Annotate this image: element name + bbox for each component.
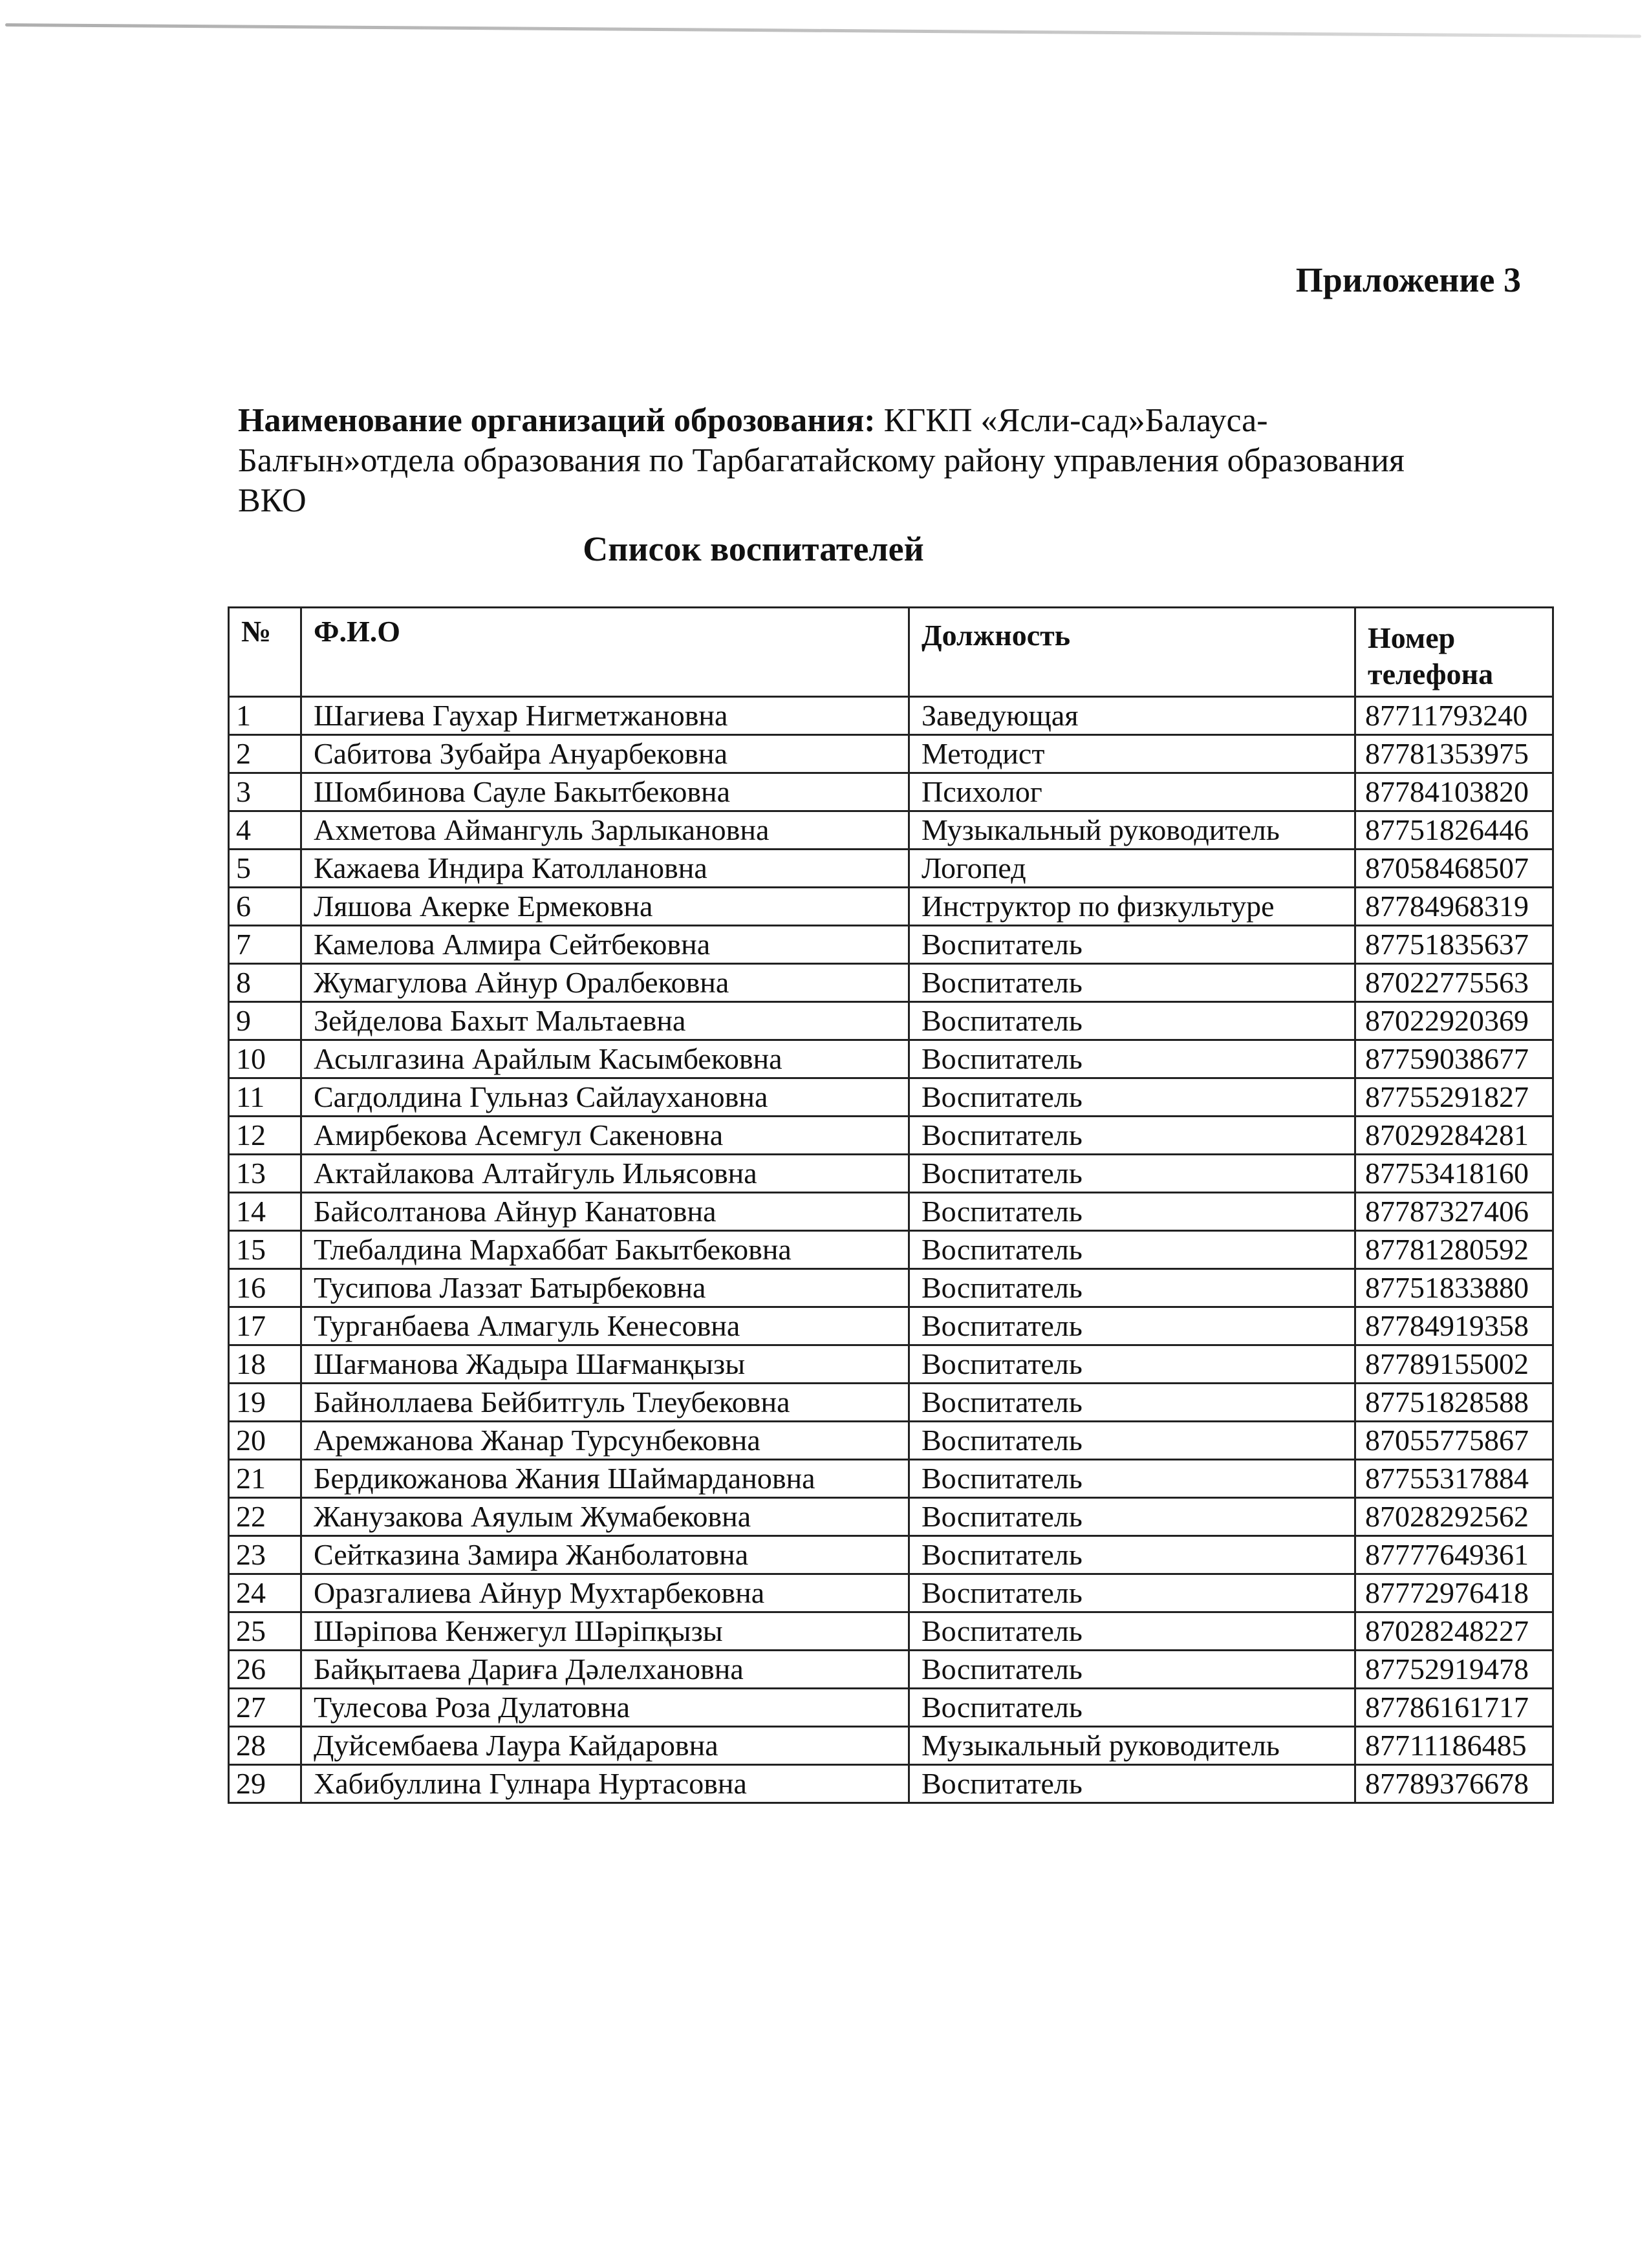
row-phone: 87751828588 — [1355, 1384, 1553, 1422]
header-phone-line1: Номер — [1368, 621, 1456, 654]
row-position: Воспитатель — [909, 1765, 1355, 1803]
row-phone: 87787327406 — [1355, 1193, 1553, 1231]
table-row — [229, 1612, 1553, 1651]
row-number: 10 — [229, 1040, 301, 1078]
row-phone: 87022775563 — [1355, 964, 1553, 1002]
row-phone: 87055775867 — [1355, 1422, 1553, 1460]
row-phone: 87058468507 — [1355, 850, 1553, 888]
row-phone: 87711186485 — [1355, 1727, 1553, 1765]
row-name: Байқытаева Дариға Дәлелхановна — [301, 1651, 909, 1689]
scan-artifact-line — [5, 23, 1641, 38]
row-position: Воспитатель — [909, 1345, 1355, 1384]
row-name: Шомбинова Сауле Бакытбековна — [301, 773, 909, 811]
table-row — [229, 1002, 1553, 1040]
row-position: Воспитатель — [909, 1269, 1355, 1307]
row-name: Ляшова Акерке Ермековна — [301, 888, 909, 926]
row-position: Воспитатель — [909, 1307, 1355, 1345]
header-phone-line2: телефона — [1368, 658, 1494, 690]
row-position: Музыкальный руководитель — [909, 811, 1355, 850]
row-number: 15 — [229, 1231, 301, 1269]
row-phone: 87751826446 — [1355, 811, 1553, 850]
table-row — [229, 1193, 1553, 1231]
table-row — [229, 1765, 1553, 1803]
row-name: Амирбекова Асемгул Сакеновна — [301, 1117, 909, 1155]
table-row — [229, 811, 1553, 850]
table-row — [229, 1651, 1553, 1689]
row-number: 13 — [229, 1155, 301, 1193]
row-number: 5 — [229, 850, 301, 888]
organization-text: КГКП «Ясли-сад»Балауса-Балғын»отдела образования по Тарбагатайскому району управления образования ВКО — [238, 402, 1405, 519]
table-row — [229, 1307, 1553, 1345]
table-row — [229, 1040, 1553, 1078]
row-number: 12 — [229, 1117, 301, 1155]
row-position: Воспитатель — [909, 1498, 1355, 1536]
row-position: Воспитатель — [909, 1193, 1355, 1231]
row-position: Воспитатель — [909, 1040, 1355, 1078]
row-name: Турганбаева Алмагуль Кенесовна — [301, 1307, 909, 1345]
organization-label: Наименование организаций оброзования: — [238, 402, 876, 439]
row-phone: 87789376678 — [1355, 1765, 1553, 1803]
row-name: Хабибуллина Гулнара Нуртасовна — [301, 1765, 909, 1803]
row-phone: 87759038677 — [1355, 1040, 1553, 1078]
row-phone: 87772976418 — [1355, 1574, 1553, 1612]
row-name: Кажаева Индира Католлановна — [301, 850, 909, 888]
row-name: Сейтказина Замира Жанболатовна — [301, 1536, 909, 1574]
row-name: Тусипова Лаззат Батырбековна — [301, 1269, 909, 1307]
row-name: Бердикожанова Жания Шаймардановна — [301, 1460, 909, 1498]
row-number: 1 — [229, 697, 301, 735]
row-number: 29 — [229, 1765, 301, 1803]
row-number: 22 — [229, 1498, 301, 1536]
row-position: Воспитатель — [909, 1155, 1355, 1193]
row-number: 27 — [229, 1689, 301, 1727]
row-name: Жанузакова Аяулым Жумабековна — [301, 1498, 909, 1536]
table-row — [229, 1422, 1553, 1460]
table-row — [229, 1689, 1553, 1727]
row-number: 8 — [229, 964, 301, 1002]
row-position: Воспитатель — [909, 1651, 1355, 1689]
row-number: 17 — [229, 1307, 301, 1345]
row-position: Логопед — [909, 850, 1355, 888]
row-phone: 87789155002 — [1355, 1345, 1553, 1384]
row-name: Камелова Алмира Сейтбековна — [301, 926, 909, 964]
row-number: 19 — [229, 1384, 301, 1422]
row-position: Воспитатель — [909, 1384, 1355, 1422]
table-row — [229, 773, 1553, 811]
row-position: Воспитатель — [909, 1689, 1355, 1727]
table-row — [229, 735, 1553, 773]
row-position: Воспитатель — [909, 1002, 1355, 1040]
header-name: Ф.И.О — [301, 608, 909, 697]
row-position: Методист — [909, 735, 1355, 773]
row-name: Тулесова Роза Дулатовна — [301, 1689, 909, 1727]
row-number: 3 — [229, 773, 301, 811]
row-position: Музыкальный руководитель — [909, 1727, 1355, 1765]
row-position: Воспитатель — [909, 1078, 1355, 1117]
row-phone: 87755291827 — [1355, 1078, 1553, 1117]
row-phone: 87711793240 — [1355, 697, 1553, 735]
row-phone: 87752919478 — [1355, 1651, 1553, 1689]
table-row — [229, 1269, 1553, 1307]
row-name: Аремжанова Жанар Турсунбековна — [301, 1422, 909, 1460]
row-phone: 87784919358 — [1355, 1307, 1553, 1345]
table-row — [229, 1727, 1553, 1765]
row-phone: 87781280592 — [1355, 1231, 1553, 1269]
row-number: 16 — [229, 1269, 301, 1307]
row-phone: 87028248227 — [1355, 1612, 1553, 1651]
row-number: 26 — [229, 1651, 301, 1689]
row-position: Воспитатель — [909, 1612, 1355, 1651]
row-phone: 87751833880 — [1355, 1269, 1553, 1307]
table-row — [229, 697, 1553, 735]
row-name: Шағманова Жадыра Шағманқызы — [301, 1345, 909, 1384]
row-phone: 87784103820 — [1355, 773, 1553, 811]
table-row — [229, 964, 1553, 1002]
row-number: 7 — [229, 926, 301, 964]
row-name: Сагдолдина Гульназ Сайлаухановна — [301, 1078, 909, 1117]
row-name: Оразгалиева Айнур Мухтарбековна — [301, 1574, 909, 1612]
row-name: Дуйсембаева Лаура Кайдаровна — [301, 1727, 909, 1765]
row-name: Байсолтанова Айнур Канатовна — [301, 1193, 909, 1231]
row-number: 6 — [229, 888, 301, 926]
row-name: Шагиева Гаухар Нигметжановна — [301, 697, 909, 735]
row-number: 25 — [229, 1612, 301, 1651]
staff-table — [228, 606, 1554, 1804]
table-row — [229, 850, 1553, 888]
list-title: Список воспитателей — [583, 530, 924, 568]
row-position: Воспитатель — [909, 964, 1355, 1002]
row-position: Заведующая — [909, 697, 1355, 735]
table-row — [229, 888, 1553, 926]
organization-name — [238, 401, 1467, 521]
row-number: 14 — [229, 1193, 301, 1231]
row-phone: 87777649361 — [1355, 1536, 1553, 1574]
row-position: Воспитатель — [909, 1460, 1355, 1498]
row-number: 2 — [229, 735, 301, 773]
row-number: 21 — [229, 1460, 301, 1498]
row-position: Воспитатель — [909, 1536, 1355, 1574]
row-phone: 87022920369 — [1355, 1002, 1553, 1040]
table-row — [229, 1078, 1553, 1117]
row-number: 11 — [229, 1078, 301, 1117]
table-row — [229, 1117, 1553, 1155]
row-phone: 87781353975 — [1355, 735, 1553, 773]
row-name: Шәріпова Кенжегул Шәріпқызы — [301, 1612, 909, 1651]
row-name: Ахметова Аймангуль Зарлыкановна — [301, 811, 909, 850]
row-name: Актайлакова Алтайгуль Ильясовна — [301, 1155, 909, 1193]
table-row — [229, 1460, 1553, 1498]
row-number: 28 — [229, 1727, 301, 1765]
row-phone: 87755317884 — [1355, 1460, 1553, 1498]
row-phone: 87753418160 — [1355, 1155, 1553, 1193]
table-row — [229, 1536, 1553, 1574]
row-position: Воспитатель — [909, 1117, 1355, 1155]
row-position: Воспитатель — [909, 1422, 1355, 1460]
row-name: Тлебалдина Мархаббат Бакытбековна — [301, 1231, 909, 1269]
row-number: 4 — [229, 811, 301, 850]
row-number: 24 — [229, 1574, 301, 1612]
row-phone: 87028292562 — [1355, 1498, 1553, 1536]
row-position: Воспитатель — [909, 926, 1355, 964]
row-position: Психолог — [909, 773, 1355, 811]
row-name: Жумагулова Айнур Оралбековна — [301, 964, 909, 1002]
table-row — [229, 1574, 1553, 1612]
row-number: 20 — [229, 1422, 301, 1460]
row-position: Инструктор по физкультуре — [909, 888, 1355, 926]
table-row — [229, 1231, 1553, 1269]
row-phone: 87784968319 — [1355, 888, 1553, 926]
table-row — [229, 1498, 1553, 1536]
appendix-label: Приложение 3 — [1295, 261, 1521, 299]
table-row — [229, 1345, 1553, 1384]
row-phone: 87786161717 — [1355, 1689, 1553, 1727]
table-row — [229, 926, 1553, 964]
header-phone — [1355, 608, 1553, 697]
table-header-row — [229, 608, 1553, 697]
header-position — [909, 608, 1355, 697]
row-number: 23 — [229, 1536, 301, 1574]
row-phone: 87029284281 — [1355, 1117, 1553, 1155]
row-name: Сабитова Зубайра Ануарбековна — [301, 735, 909, 773]
row-name: Зейделова Бахыт Мальтаевна — [301, 1002, 909, 1040]
table-row — [229, 1384, 1553, 1422]
row-position: Воспитатель — [909, 1231, 1355, 1269]
row-name: Байноллаева Бейбитгуль Тлеубековна — [301, 1384, 909, 1422]
header-number: № — [229, 608, 301, 697]
row-number: 9 — [229, 1002, 301, 1040]
row-position: Воспитатель — [909, 1574, 1355, 1612]
table-row — [229, 1155, 1553, 1193]
row-phone: 87751835637 — [1355, 926, 1553, 964]
row-name: Асылгазина Арайлым Касымбековна — [301, 1040, 909, 1078]
header-position-text: Должность — [921, 619, 1071, 652]
row-number: 18 — [229, 1345, 301, 1384]
